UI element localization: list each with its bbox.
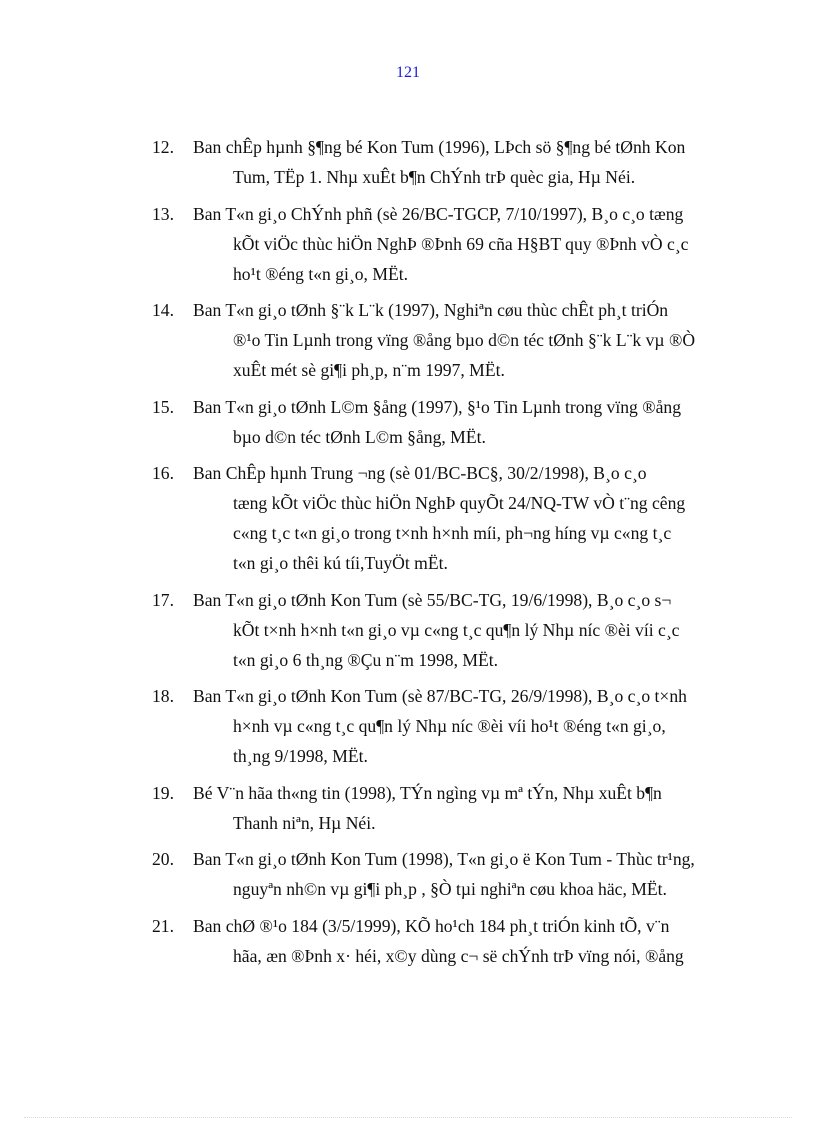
reference-text	[193, 778, 740, 838]
reference-list	[152, 132, 740, 977]
reference-line: Ban T«n gi¸o tØnh §¨k L¨k (1997), Nghiªn cøu thùc chÊt ph¸t triÓn	[193, 300, 669, 320]
reference-line: Ban chØ ®¹o 184 (3/5/1999), KÕ ho¹ch 184 ph¸t triÓn kinh tÕ, v¨n	[193, 915, 670, 936]
list-item	[152, 392, 740, 452]
reference-line: hãa, æn ®Þnh x· héi, x©y dùng c¬ së chÝnh trÞ vïng nói, ®ång	[233, 945, 684, 966]
reference-line: Ban ChÊp hµnh Trung ¬ng (sè 01/BC-BC§, 30/2/1998), B¸o c¸o	[193, 463, 647, 483]
reference-line: Ban T«n gi¸o ChÝnh phñ (sè 26/BC-TGCP, 7/10/1997), B¸o c¸o tæng	[193, 203, 684, 224]
page-number: 121	[396, 64, 420, 81]
reference-line: Ban T«n gi¸o tØnh Kon Tum (sè 55/BC-TG, 19/6/1998), B¸o c¸o s¬	[193, 589, 672, 610]
reference-number: 20.	[152, 849, 174, 869]
reference-number: 17.	[152, 589, 174, 610]
reference-line: t«n gi¸o thêi kú tíi,TuyÖt mËt.	[233, 553, 448, 573]
reference-line: Ban T«n gi¸o tØnh Kon Tum (sè 87/BC-TG, 26/9/1998), B¸o c¸o t×nh	[193, 686, 687, 706]
reference-number: 19.	[152, 782, 174, 803]
reference-text	[193, 392, 740, 452]
reference-text	[193, 585, 740, 675]
reference-line: Bé V¨n hãa th«ng tin (1998), TÝn ngìng vµ mª tÝn, Nhµ xuÊt b¶n	[193, 782, 662, 803]
reference-line: tæng kÕt viÖc thùc hiÖn NghÞ quyÕt 24/NQ-TW vÒ t¨ng cêng	[233, 493, 686, 513]
reference-line: kÕt t×nh h×nh t«n gi¸o vµ c«ng t¸c qu¶n lý Nhµ níc ®èi víi c¸c	[233, 619, 680, 640]
list-item	[152, 132, 740, 192]
list-item	[152, 199, 740, 289]
list-item	[152, 778, 740, 838]
reference-number: 13.	[152, 203, 174, 224]
list-item	[152, 295, 740, 385]
reference-text	[193, 844, 740, 904]
list-item	[152, 681, 740, 771]
reference-line: ho¹t ®éng t«n gi¸o, MËt.	[233, 263, 409, 284]
reference-number: 14.	[152, 300, 174, 320]
reference-number: 12.	[152, 137, 174, 157]
reference-number: 21.	[152, 915, 174, 936]
reference-line: Ban T«n gi¸o tØnh Kon Tum (1998), T«n gi¸o ë Kon Tum - Thùc tr¹ng,	[193, 849, 695, 869]
reference-number: 15.	[152, 396, 174, 417]
reference-line: h×nh vµ c«ng t¸c qu¶n lý Nhµ níc ®èi víi ho¹t ®éng t«n gi¸o,	[233, 716, 666, 736]
list-item	[152, 585, 740, 675]
reference-text	[193, 132, 740, 192]
reference-number: 18.	[152, 686, 174, 706]
reference-text	[193, 458, 740, 578]
reference-line: Thanh niªn, Hµ Néi.	[233, 812, 376, 833]
reference-line: Ban T«n gi¸o tØnh L©m §ång (1997), §¹o Tin Lµnh trong vïng ®ång	[193, 396, 682, 417]
reference-text	[193, 681, 740, 771]
page-bottom-divider	[24, 1117, 792, 1118]
reference-line: nguyªn nh©n vµ gi¶i ph¸p , §Ò tµi nghiªn cøu khoa häc, MËt.	[233, 879, 667, 899]
list-item	[152, 911, 740, 971]
reference-line: Ban chÊp hµnh §¶ng bé Kon Tum (1996), LÞch sö §¶ng bé tØnh Kon	[193, 137, 686, 157]
reference-text	[193, 911, 740, 971]
reference-line: xuÊt mét sè gi¶i ph¸p, n¨m 1997, MËt.	[233, 360, 505, 380]
reference-line: Tum, TËp 1. Nhµ xuÊt b¶n ChÝnh trÞ quèc gia, Hµ Néi.	[233, 167, 636, 187]
reference-text	[193, 199, 740, 289]
reference-text	[193, 295, 740, 385]
reference-line: c«ng t¸c t«n gi¸o trong t×nh h×nh míi, ph¬ng híng vµ c«ng t¸c	[233, 523, 672, 543]
list-item	[152, 844, 740, 904]
list-item	[152, 458, 740, 578]
reference-line: bµo d©n téc tØnh L©m §ång, MËt.	[233, 426, 486, 447]
reference-line: kÕt viÖc thùc hiÖn NghÞ ®Þnh 69 cña H§BT quy ®Þnh vÒ c¸c	[233, 233, 689, 254]
reference-line: th¸ng 9/1998, MËt.	[233, 746, 368, 766]
reference-line: t«n gi¸o 6 th¸ng ®Çu n¨m 1998, MËt.	[233, 649, 499, 670]
reference-line: ®¹o Tin Lµnh trong vïng ®ång bµo d©n téc tØnh §¨k L¨k vµ ®Ò	[233, 330, 696, 350]
reference-number: 16.	[152, 463, 174, 483]
